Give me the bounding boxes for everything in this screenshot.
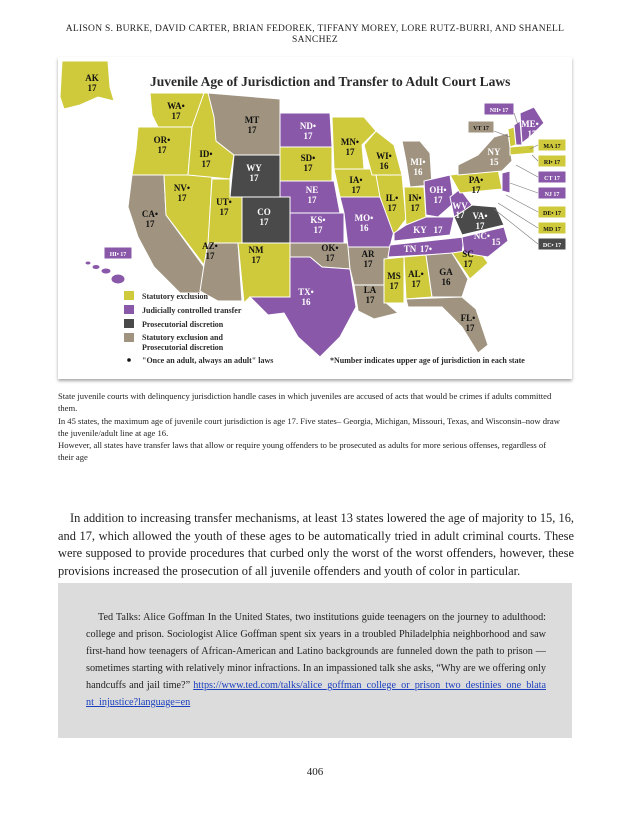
jurisdiction-map-figure — [58, 57, 572, 379]
page-number: 406 — [306, 766, 324, 778]
state-NJ — [502, 171, 510, 193]
ted-description: Alice Goffman In the United States, two institutions guide teenagers on the journey to adulthood: college and prison. Sociologist Alice Goffman spent six years in a troubled Philadelphia neighborhood and saw first-hand how teenagers of African-American and Latino backgrounds are funneled down the path to prison — sometimes starting with relatively minor infractions. In an impassioned talk she asks, “Why are we offering only handcuffs and jail time?” — [86, 612, 546, 691]
ted-talk-text — [86, 609, 546, 711]
caption-line-3: However, all states have transfer laws that allow or require young offenders to be prosecuted as adults for more serious offenses, regardless of their age — [58, 440, 547, 463]
box-NJ: NJ 17 — [544, 192, 560, 198]
label-ID-age: 17 — [201, 159, 211, 169]
label-SC-age: 17 — [463, 259, 473, 269]
legend-judicially-controlled: Judicially controlled transfer — [142, 306, 242, 315]
ted-label: Ted Talks: — [98, 612, 141, 623]
label-AL: AL• — [408, 269, 424, 279]
label-OR-age: 17 — [157, 145, 167, 155]
label-MS: MS — [387, 271, 401, 281]
label-WA: WA• — [167, 101, 185, 111]
box-DC: DC• 17 — [542, 243, 562, 249]
label-FL: FL• — [460, 313, 476, 323]
label-TX-age: 16 — [301, 297, 311, 307]
figure-caption — [58, 390, 563, 464]
label-SD-age: 17 — [303, 163, 313, 173]
header-authors-line1: ALISON S. BURKE, DAVID CARTER, BRIAN FEDOREK, TIFFANY MOREY, LORE RUTZ-BURRI, AND SHANELL — [65, 24, 565, 34]
label-CO: CO — [257, 207, 271, 217]
box-HI: HI• 17 — [109, 252, 127, 258]
label-KS: KS• — [310, 215, 326, 225]
label-CA-age: 17 — [145, 219, 155, 229]
label-AR-age: 17 — [363, 259, 373, 269]
label-IL-age: 17 — [387, 203, 397, 213]
label-IL: IL• — [385, 193, 399, 203]
label-KY-age: 17 — [433, 225, 443, 235]
label-NC: NC• — [473, 231, 491, 241]
label-CA: CA• — [141, 209, 159, 219]
label-WI-age: 16 — [379, 161, 389, 171]
label-UT: UT• — [216, 197, 232, 207]
label-OR: OR• — [153, 135, 171, 145]
legend-swatch-statutory — [124, 291, 134, 300]
label-WV: WV — [452, 201, 468, 211]
label-ND-age: 17 — [303, 131, 313, 141]
body-paragraph: In addition to increasing transfer mechanisms, at least 13 states lowered the age of majority to 15, 16, and 17, which allowed the youth of these ages to be automatically tried in adult criminal courts. These were supposed to provide procedures that curbed only the worst of the worst offenders, however, these provisions increased the prosecution of all juvenile offenders and youth of color in particular. — [58, 511, 574, 578]
label-PA: PA• — [468, 175, 484, 185]
box-RI: RI• 17 — [543, 160, 561, 166]
label-UT-age: 17 — [219, 207, 229, 217]
label-VA-age: 17 — [475, 221, 485, 231]
legend-once-adult: "Once an adult, always an adult" laws — [142, 356, 274, 365]
label-AK-age: 17 — [87, 83, 97, 93]
label-WV-age: 17 — [455, 210, 465, 220]
label-MI: MI• — [410, 157, 426, 167]
legend-note: *Number indicates upper age of jurisdiction in each state — [330, 356, 525, 365]
label-MS-age: 17 — [389, 281, 399, 291]
label-IA-age: 17 — [351, 185, 361, 195]
box-MD: MD 17 — [543, 227, 561, 233]
label-IN: IN• — [408, 193, 422, 203]
state-MA — [510, 145, 534, 155]
map-title: Juvenile Age of Jurisdiction and Transfer to Adult Court Laws — [150, 74, 511, 89]
label-MI-age: 16 — [413, 167, 423, 177]
label-CO-age: 17 — [259, 217, 269, 227]
box-MA: MA 17 — [543, 144, 561, 150]
label-WA-age: 17 — [171, 111, 181, 121]
label-NE: NE — [305, 185, 319, 195]
caption-line-2: In 45 states, the maximum age of juvenile court jurisdiction is age 17. Five states– Georgia, Michigan, Missouri, Texas, and Wisconsin–now draw the juvenile/adult line at age 16. — [58, 415, 560, 438]
legend-combined-line1: Statutory exclusion and — [142, 333, 223, 342]
label-WY-age: 17 — [249, 173, 259, 183]
label-OH: OH• — [429, 185, 447, 195]
box-DE: DE• 17 — [543, 211, 561, 217]
box-VT: VT 17 — [473, 126, 489, 132]
label-ID: ID• — [199, 149, 213, 159]
legend-swatch-prosecutorial — [124, 319, 134, 328]
box-CT: CT 17 — [544, 176, 560, 182]
label-IN-age: 17 — [410, 203, 420, 213]
label-MT: MT — [244, 115, 260, 125]
state-NY — [458, 133, 512, 175]
ted-talk-box — [58, 583, 572, 738]
label-PA-age: 17 — [471, 185, 481, 195]
header-authors-line2: SANCHEZ — [292, 35, 338, 45]
legend-statutory-exclusion: Statutory exclusion — [142, 292, 208, 301]
label-WI: WI• — [376, 151, 392, 161]
us-map — [58, 57, 572, 379]
label-SC: SC — [462, 249, 474, 259]
legend-bullet-icon — [127, 358, 131, 362]
label-FL-age: 17 — [465, 323, 475, 333]
label-ND: ND• — [299, 121, 317, 131]
label-AZ-age: 17 — [205, 251, 215, 261]
state-FL — [406, 297, 488, 353]
label-MT-age: 17 — [247, 125, 257, 135]
label-NE-age: 17 — [307, 195, 317, 205]
legend-swatch-judicial — [124, 305, 134, 314]
label-VA: VA• — [472, 211, 488, 221]
label-OH-age: 17 — [433, 195, 443, 205]
label-ME-age: 17 — [527, 129, 537, 139]
box-NH: NH• 17 — [489, 108, 509, 114]
legend-prosecutorial: Prosecutorial discretion — [142, 320, 224, 329]
label-NC-age: 15 — [491, 237, 501, 247]
label-KY: KY — [413, 225, 427, 235]
running-header — [40, 24, 590, 46]
label-TN: TN — [403, 244, 417, 254]
label-MO-age: 16 — [359, 223, 369, 233]
label-NY: NY — [487, 147, 501, 157]
ted-link[interactable]: https://www.ted.com/talks/alice_goffman_college_or_prison_two_destinies_one_blatant_injustice?language=en — [86, 680, 546, 708]
label-SD: SD• — [300, 153, 316, 163]
label-GA-age: 16 — [441, 277, 451, 287]
legend-combined-line2: Prosecutorial discretion — [142, 343, 224, 352]
label-NY-age: 15 — [489, 157, 499, 167]
state-HI — [85, 261, 125, 284]
label-NM: NM — [248, 245, 264, 255]
label-MN-age: 17 — [345, 147, 355, 157]
label-OK: OK• — [321, 243, 339, 253]
label-WY: WY — [246, 163, 262, 173]
label-AR: AR — [361, 249, 375, 259]
label-NM-age: 17 — [251, 255, 261, 265]
label-AK: AK — [85, 73, 99, 83]
label-AZ: AZ• — [202, 241, 218, 251]
label-ME: ME• — [521, 119, 539, 129]
label-LA-age: 17 — [365, 295, 375, 305]
label-MO: MO• — [354, 213, 374, 223]
label-NV: NV• — [173, 183, 191, 193]
label-GA: GA — [439, 267, 453, 277]
label-AL-age: 17 — [411, 279, 421, 289]
legend-swatch-combined — [124, 333, 134, 342]
label-OK-age: 17 — [325, 253, 335, 263]
label-IA: IA• — [349, 175, 363, 185]
label-NV-age: 17 — [177, 193, 187, 203]
label-MN: MN• — [340, 137, 360, 147]
caption-line-1: State juvenile courts with delinquency jurisdiction handle cases in which juveniles are accused of acts that would be crimes if adults committed them. — [58, 391, 552, 414]
label-TN-age: 17• — [419, 244, 433, 254]
state-NM — [238, 243, 290, 303]
label-LA: LA — [363, 285, 377, 295]
label-TX: TX• — [298, 287, 314, 297]
label-KS-age: 17 — [313, 225, 323, 235]
